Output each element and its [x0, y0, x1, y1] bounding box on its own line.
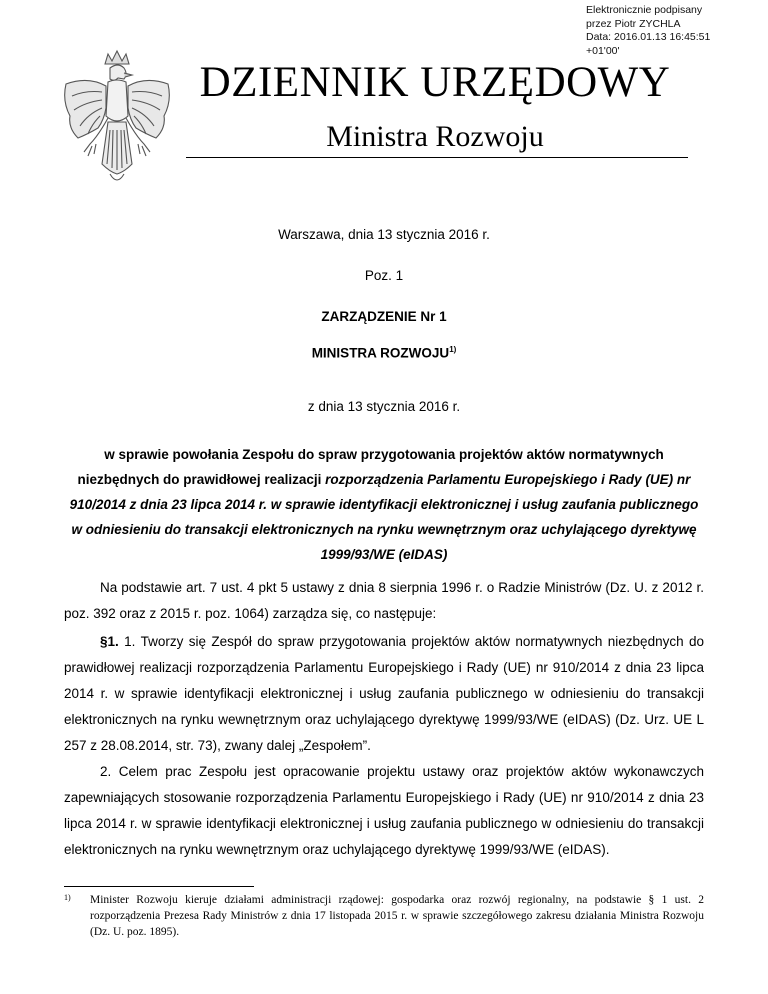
act-subject	[64, 442, 704, 567]
footnote	[64, 892, 704, 940]
subject-part-2: rozporządzenia Parlamentu Europejskiego i Rady (UE) nr 910/2014 z dnia 23 lipca 2014 r. w sprawie identyfikacji elektronicznej i usług zaufania publicznego w odniesieniu do transakcji elektronicznych na rynku wewnętrznym oraz uchylającego dyrektywę 1999/93/WE (eIDAS)	[69, 472, 699, 562]
act-date: z dnia 13 stycznia 2016 r.	[307, 399, 461, 414]
legal-basis-paragraph: Na podstawie art. 7 ust. 4 pkt 5 ustawy z dnia 8 sierpnia 1996 r. o Radzie Ministrów (Dz. U. z 2012 r. poz. 392 oraz z 2015 r. poz. 1064) zarządza się, co następuje:	[64, 580, 704, 621]
footnote-reference[interactable]: 1)	[449, 345, 457, 354]
footnote-text: Minister Rozwoju kieruje działami administracji rządowej: gospodarka oraz rozwój regionalny, na podstawie § 1 ust. 2 rozporządzenia Prezesa Rady Ministrów z dnia 17 listopada 2015 r. w sprawie szczegółowego zakresu działania Ministra Rozwoju (Dz. U. poz. 1895).	[90, 894, 704, 938]
section-mark: §1.	[100, 634, 119, 649]
signature-line-2: przez Piotr ZYCHLA	[586, 17, 681, 30]
place-date: Warszawa, dnia 13 stycznia 2016 r.	[278, 227, 490, 242]
journal-title: DZIENNIK URZĘDOWY	[199, 59, 671, 106]
position-number: Poz. 1	[364, 268, 404, 283]
subject-part-1: w sprawie powołania Zespołu do spraw przygotowania projektów aktów normatywnych niezbędnych do prawidłowej realizacji	[77, 447, 664, 487]
journal-subtitle: Ministra Rozwoju	[326, 120, 544, 153]
header-divider	[186, 157, 688, 158]
signature-line-1: Elektronicznie podpisany	[586, 4, 703, 16]
issuer-name: MINISTRA ROZWOJU	[311, 345, 450, 361]
section-1-point-2: 2. Celem prac Zespołu jest opracowanie projektu ustawy oraz projektów aktów wykonawczych zapewniających stosowanie rozporządzenia Parlamentu Europejskiego i Rady (UE) nr 910/2014 z dnia 23 lipca 2014 r. w sprawie identyfikacji elektronicznej i usług zaufania publicznego w odniesieniu do transakcji elektronicznych na rynku wewnętrznym oraz uchylającego dyrektywę 1999/93/WE (eIDAS).	[64, 764, 704, 857]
signature-line-4: +01'00'	[586, 44, 620, 57]
electronic-signature	[586, 4, 764, 58]
signature-line-3: Data: 2016.01.13 16:45:51	[586, 31, 711, 43]
footnote-divider	[64, 886, 254, 887]
section-1-paragraph	[64, 629, 704, 759]
issuer	[0, 345, 768, 361]
polish-eagle-icon	[58, 46, 176, 206]
section-1-text: 1. Tworzy się Zespół do spraw przygotowania projektów aktów normatywnych niezbędnych do prawidłowej realizacji rozporządzenia Parlamentu Europejskiego i Rady (UE) nr 910/2014 z dnia 23 lipca 2014 r. w sprawie identyfikacji elektronicznej i usług zaufania publicznego w odniesieniu do transakcji elektronicznych na rynku wewnętrznym oraz uchylającego dyrektywę 1999/93/WE (eIDAS) (Dz. Urz. UE L 257 z 28.08.2014, str. 73), zwany dalej „Zespołem”.	[64, 634, 704, 753]
act-title: ZARZĄDZENIE Nr 1	[321, 309, 447, 324]
footnote-mark: 1)	[64, 893, 71, 902]
